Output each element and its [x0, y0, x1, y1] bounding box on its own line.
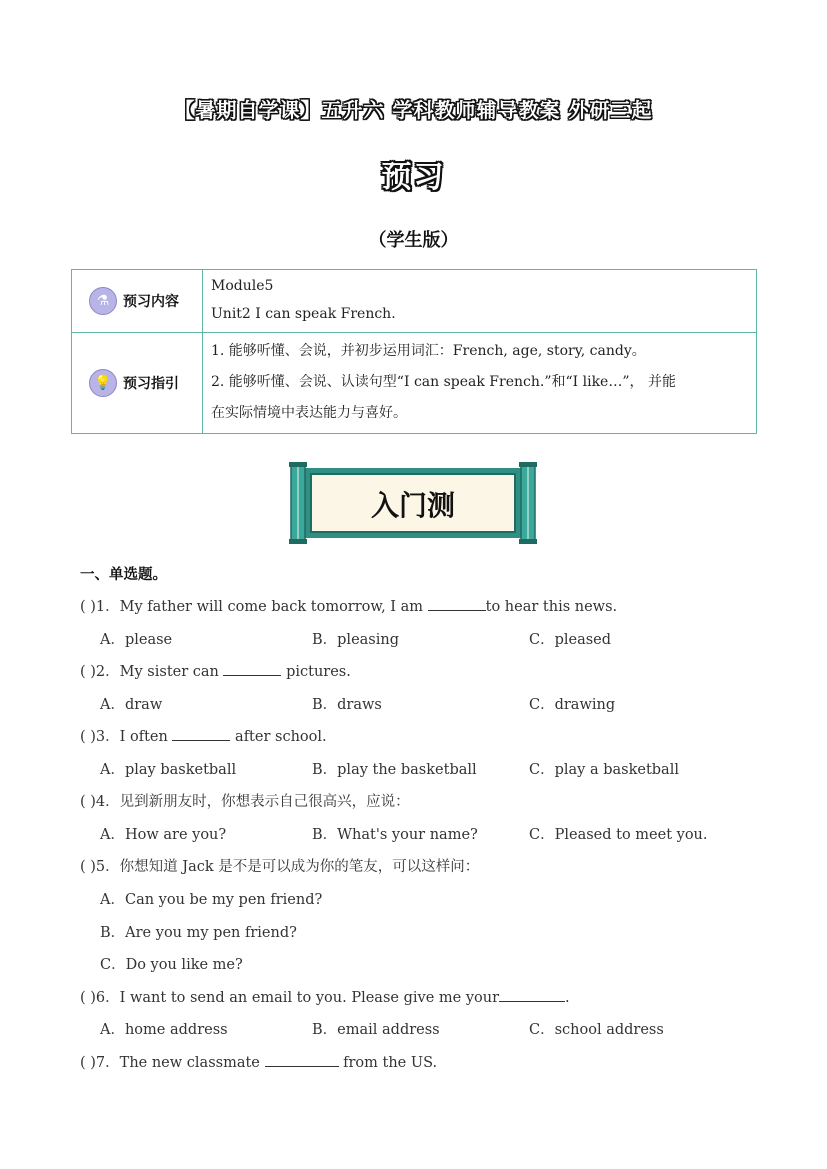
guide-label: 预习指引 — [123, 376, 179, 392]
guide-line-3: 在实际情境中表达能力与喜好。 — [211, 405, 407, 421]
q5-option-b[interactable]: B．Are you my pen friend? — [100, 925, 297, 941]
answer-blank — [172, 726, 230, 741]
answer-blank — [428, 596, 486, 611]
question-3: ( )3．I often after school. — [80, 725, 327, 746]
q3-option-b[interactable]: B．play the basketball — [312, 762, 477, 778]
content-label-cell — [72, 270, 203, 333]
section-title: 一、单选题。 — [80, 567, 167, 583]
q4-option-c[interactable]: C．Pleased to meet you. — [529, 827, 708, 843]
flask-icon: ⚗ — [89, 287, 117, 315]
q4-option-a[interactable]: A．How are you? — [100, 827, 227, 843]
guide-line-1: 1. 能够听懂、会说，并初步运用词汇：French, age, story, candy。 — [211, 343, 646, 359]
answer-blank — [223, 661, 281, 676]
q6-option-c[interactable]: C．school address — [529, 1022, 664, 1038]
guide-line-2: 2. 能够听懂、会说、认读句型“I can speak French.”和“I like…”， 并能 — [211, 374, 676, 390]
question-5: ( )5．你想知道 Jack 是不是可以成为你的笔友，可以这样问： — [80, 859, 480, 875]
q2-option-b[interactable]: B．draws — [312, 697, 382, 713]
preview-info-table — [71, 269, 757, 434]
q3-option-c[interactable]: C．play a basketball — [529, 762, 679, 778]
page-header-title: 【暑期自学课】五升六 学科教师辅导教案 外研三起 — [174, 98, 653, 122]
q5-option-a[interactable]: A．Can you be my pen friend? — [100, 892, 323, 908]
module-text: Module5 — [211, 278, 274, 294]
page-subtitle: 预习 — [381, 160, 446, 195]
scroll-banner-graphic — [289, 462, 537, 544]
question-6: ( )6．I want to send an email to you. Please give me your . — [80, 986, 570, 1007]
content-cell — [203, 270, 757, 333]
question-7: ( )7．The new classmate from the US. — [80, 1051, 437, 1072]
entry-test-banner — [289, 462, 537, 544]
q2-option-c[interactable]: C．drawing — [529, 697, 616, 713]
q1-option-a[interactable]: A．please — [100, 632, 173, 648]
content-label: 预习内容 — [123, 294, 179, 310]
banner-text: 入门测 — [370, 489, 456, 522]
answer-blank — [265, 1052, 339, 1067]
version-label: （学生版） — [368, 230, 459, 251]
q1-option-b[interactable]: B．pleasing — [312, 632, 399, 648]
q3-option-a[interactable]: A．play basketball — [100, 762, 237, 778]
q4-option-b[interactable]: B．What's your name? — [312, 827, 478, 843]
question-1: ( )1．My father will come back tomorrow, I am to hear this news. — [80, 595, 617, 616]
guide-label-cell — [72, 333, 203, 434]
q6-option-a[interactable]: A．home address — [100, 1022, 228, 1038]
answer-blank — [499, 987, 565, 1002]
question-4: ( )4．见到新朋友时，你想表示自己很高兴，应说： — [80, 794, 410, 810]
q2-option-a[interactable]: A．draw — [100, 697, 163, 713]
guide-cell — [203, 333, 757, 434]
unit-text: Unit2 I can speak French. — [211, 306, 396, 322]
q6-option-b[interactable]: B．email address — [312, 1022, 440, 1038]
q1-option-c[interactable]: C．pleased — [529, 632, 612, 648]
question-2: ( )2．My sister can pictures. — [80, 660, 351, 681]
q5-option-c[interactable]: C．Do you like me? — [100, 957, 243, 973]
lightbulb-icon: 💡 — [89, 369, 117, 397]
